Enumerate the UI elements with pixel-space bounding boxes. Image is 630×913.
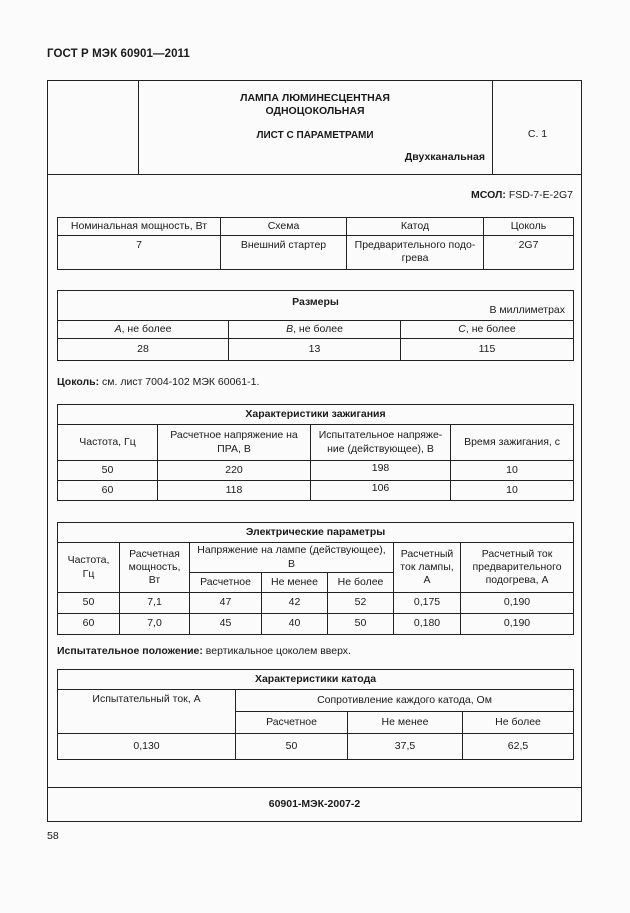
cell: 0,130 [58, 734, 236, 760]
cell: 50 [236, 734, 348, 760]
mcol-label: МСОЛ: [471, 189, 506, 201]
cell-ignition-time: 10 [451, 481, 574, 501]
table-row [58, 461, 574, 481]
cell-ballast-voltage: 220 [158, 461, 311, 481]
header-preheat-current: Расчетный ток предварительного подогрева, А [461, 543, 574, 593]
header-cathode: Катод [347, 218, 484, 236]
dimensions-table [57, 290, 574, 361]
header-scheme: Схема [221, 218, 347, 236]
table-header-row [58, 690, 574, 712]
cell-dim-b: 13 [229, 339, 401, 361]
cell: 0,190 [461, 593, 574, 614]
table-header-row [58, 218, 574, 236]
cell: 37,5 [348, 734, 463, 760]
table-title-row [58, 405, 574, 425]
header-frequency: Частота, Гц [58, 543, 120, 593]
lamp-subtype: Двухканальная [404, 151, 485, 163]
cell: 50 [328, 614, 394, 635]
subheader-min: Не менее [262, 573, 328, 593]
cell: 7,1 [120, 593, 190, 614]
header-lamp-current: Расчетный ток лампы, А [394, 543, 461, 593]
cell: 45 [190, 614, 262, 635]
cell: 0,175 [394, 593, 461, 614]
header-ballast-voltage: Расчетное напряжение на ПРА, В [158, 425, 311, 461]
sheet-title: ЛАМПА ЛЮМИНЕСЦЕНТНАЯ ОДНОЦОКОЛЬНАЯ [240, 92, 390, 118]
subheader-rated: Расчетное [190, 573, 262, 593]
footer-line [48, 787, 581, 788]
header-ignition-time: Время зажигания, с [451, 425, 574, 461]
mcol-designation [471, 189, 573, 201]
table-row [58, 339, 574, 361]
header-power: Расчетная мощность, Вт [120, 543, 190, 593]
header-lamp-voltage: Напряжение на лампе (действующее), В [190, 543, 394, 573]
header-dim-b: В, не более [229, 321, 401, 339]
cathode-table [57, 669, 574, 760]
cell-cathode: Предварительного подо- грева [347, 236, 484, 270]
table-header-row [58, 321, 574, 339]
subheader-min: Не менее [348, 712, 463, 734]
lamp-main-table [57, 217, 574, 270]
table-row [58, 593, 574, 614]
sheet-number: С. 1 [527, 128, 548, 140]
table-title-row [58, 670, 574, 690]
test-position-note: Испытательное положение: вертикальное цоколем вверх. [57, 645, 351, 657]
cell-power: 7 [58, 236, 221, 270]
header-test-voltage: Испытательное напряже- ние (действующее), В [311, 425, 451, 461]
cell: 52 [328, 593, 394, 614]
cell-dim-a: 28 [58, 339, 229, 361]
mcol-value: FSD-7-E-2G7 [508, 189, 573, 201]
cell-cap: 2G7 [484, 236, 574, 270]
header-dim-c: С, не более [401, 321, 574, 339]
cell-dim-c: 115 [401, 339, 574, 361]
header-test-current: Испытательный ток, А [58, 690, 236, 734]
table-header-row [58, 425, 574, 461]
table-row [58, 481, 574, 501]
cell: 62,5 [463, 734, 574, 760]
subheader-max: Не более [328, 573, 394, 593]
dimensions-title-cell [58, 291, 574, 321]
cell: 0,180 [394, 614, 461, 635]
cell-ignition-time: 10 [451, 461, 574, 481]
table-title-row [58, 523, 574, 543]
cell: 40 [262, 614, 328, 635]
cell-test-voltage: 106 [311, 481, 451, 501]
dimensions-title: Размеры [292, 296, 339, 308]
subheader-rated: Расчетное [236, 712, 348, 734]
table-row [58, 236, 574, 270]
table-row [58, 614, 574, 635]
cell-test-voltage: 198 [311, 461, 451, 481]
header-power: Номинальная мощность, Вт [58, 218, 221, 236]
document-header: ГОСТ Р МЭК 60901—2011 [47, 48, 190, 60]
header-frequency: Частота, Гц [58, 425, 158, 461]
table-row [58, 734, 574, 760]
cell-frequency: 60 [58, 481, 158, 501]
cell: 7,0 [120, 614, 190, 635]
ignition-table [57, 404, 574, 501]
header-resistance: Сопротивление каждого катода, Ом [236, 690, 574, 712]
cell-scheme: Внешний стартер [221, 236, 347, 270]
title-bottom-line [48, 174, 581, 175]
header-cap: Цоколь [484, 218, 574, 236]
ignition-title: Характеристики зажигания [58, 405, 574, 425]
electrical-title: Электрические параметры [58, 523, 574, 543]
cathode-title: Характеристики катода [58, 670, 574, 690]
cell: 50 [58, 593, 120, 614]
cell-frequency: 50 [58, 461, 158, 481]
page-number: 58 [47, 830, 59, 842]
cell: 60 [58, 614, 120, 635]
cell: 0,190 [461, 614, 574, 635]
sheet-subtitle: ЛИСТ С ПАРАМЕТРАМИ [256, 130, 374, 141]
header-dim-a: А, не более [58, 321, 229, 339]
cap-note: Цоколь: см. лист 7004-102 МЭК 60061-1. [57, 376, 260, 388]
sheet-code: 60901-МЭК-2007-2 [268, 798, 361, 810]
electrical-table [57, 522, 574, 635]
dimensions-units: В миллиметрах [489, 304, 566, 316]
cell: 47 [190, 593, 262, 614]
table-title-row [58, 291, 574, 321]
cell: 42 [262, 593, 328, 614]
subheader-max: Не более [463, 712, 574, 734]
table-header-row [58, 543, 574, 573]
cell-ballast-voltage: 118 [158, 481, 311, 501]
